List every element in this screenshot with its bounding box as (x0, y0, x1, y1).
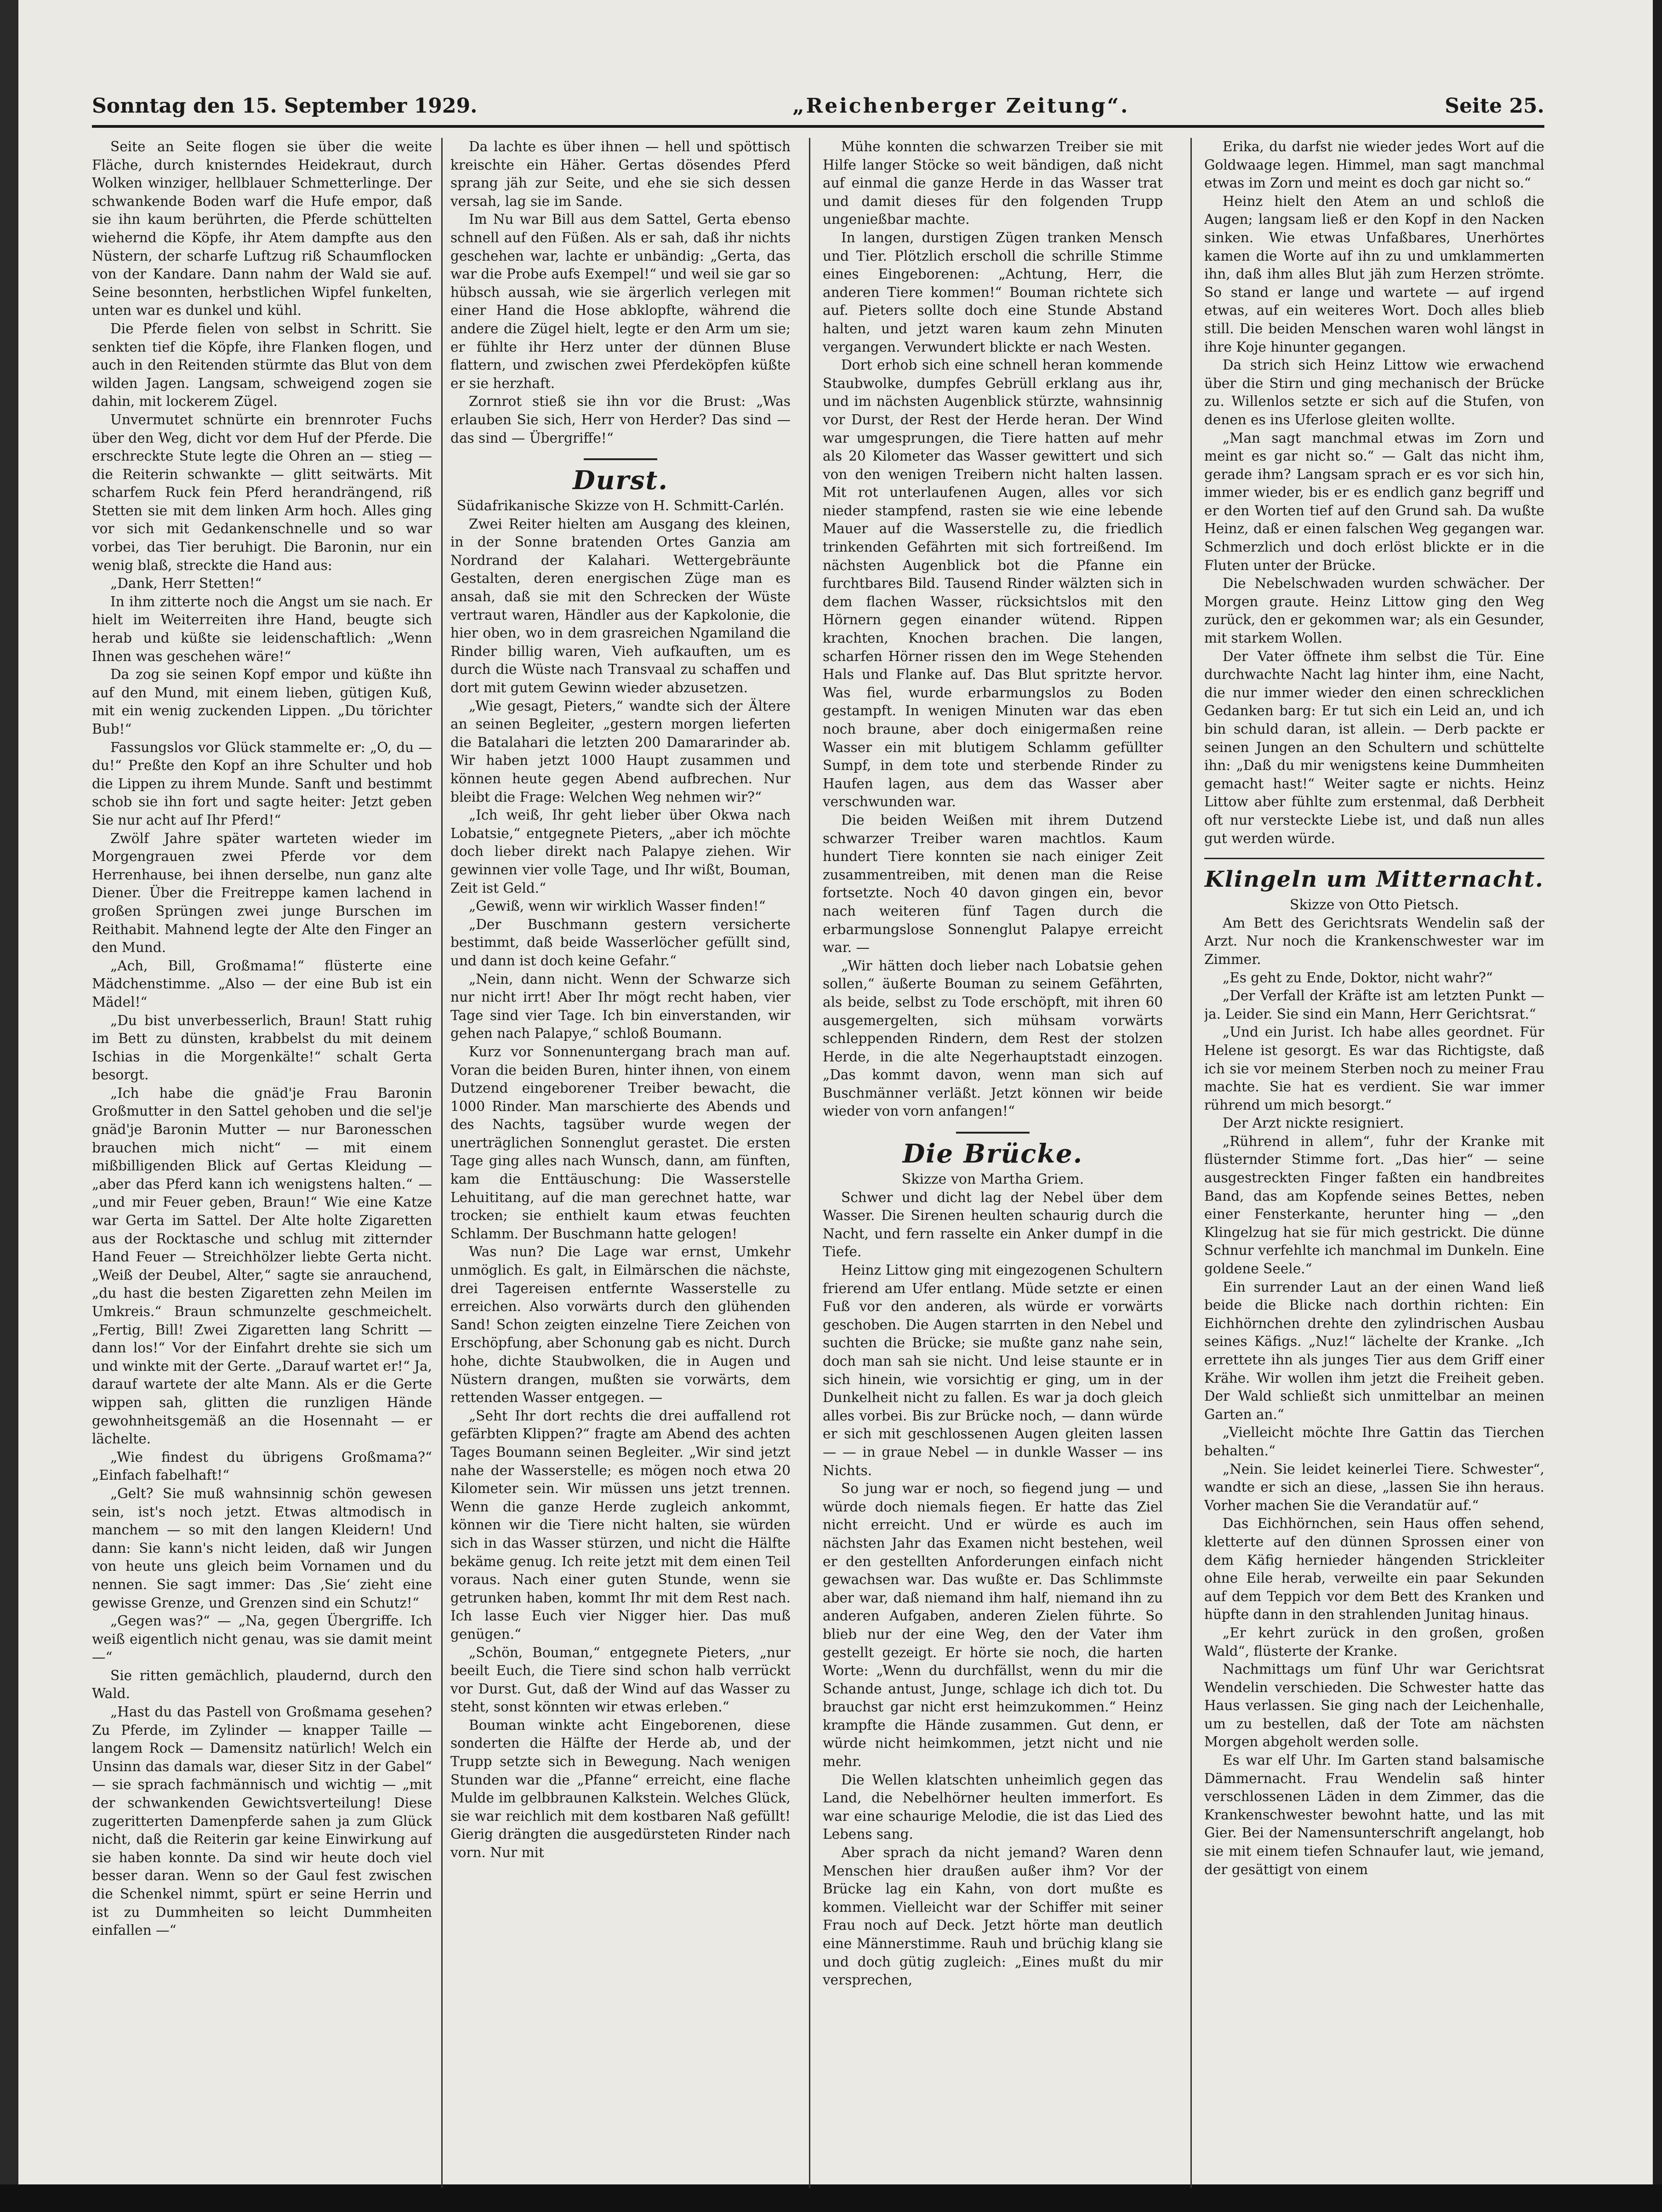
paragraph: Die Wellen klatschten unheimlich gegen das Land, die Nebelhörner heulten immerfort. Es war eine schaurige Melodie, die ist das Lied des Lebens sang. (823, 1772, 1163, 1842)
header-newspaper-title: „Reichenberger Zeitung“. (792, 94, 1130, 118)
paragraph: „Dank, Herr Stetten!“ (110, 576, 262, 592)
paragraph: Da zog sie seinen Kopf empor und küßte ihn auf den Mund, mit einem lieben, gütigen Kuß, mit ein wenig zuckenden Lippen. „Du törichter Bub!“ (92, 667, 432, 737)
paragraph: Was nun? Die Lage war ernst, Umkehr unmöglich. Es galt, in Eilmärschen die nächste, drei Tagereisen entfernte Wasserstelle zu erreichen. Also vorwärts durch den glühenden Sand! Schon zeigten einzelne Tiere Zeichen von Erschöpfung, aber Schonung gab es nicht. Durch hohe, dichte Staubwolken, die in Augen und Nüstern drangen, mußten sie vorwärts, dem rettenden Wasser entgegen. — (450, 1244, 791, 1406)
paragraph: „Der Verfall der Kräfte ist am letzten Punkt — ja. Leider. Sie sind ein Mann, Herr Gerichtsrat.“ (1204, 988, 1544, 1022)
paragraph: In langen, durstigen Zügen tranken Mensch und Tier. Plötzlich erscholl die schrille Stimme eines Eingeborenen: „Achtung, Herr, die anderen Tiere kommen!“ Bouman richtete sich auf. Pieters sollte doch eine Stunde Abstand halten, und jetzt waren kaum zehn Minuten vergangen. Verwundert blickte er nach Westen. (823, 229, 1163, 355)
paragraph: Die Pferde fielen von selbst in Schritt. Sie senkten tief die Köpfe, ihre Flanken flogen, und auch in den Reitenden stürmte das Blut von dem wilden Jagen. Langsam, schweigend zogen sie dahin, mit lockerem Zügel. (92, 320, 432, 410)
paragraph: Der Vater öffnete ihm selbst die Tür. Eine durchwachte Nacht lag hinter ihm, eine Nacht, die nur immer wieder den einen schrecklichen Gedanken barg: Er tut sich ein Leid an, und ich bin schuld daran, ist allein. — Derb packte er seinen Jungen an den Schultern und schüttelte ihn: „Daß du mir wenigstens keine Dummheiten gemacht hast!“ Weiter sagte er nichts. Heinz Littow aber fühlte zum erstenmal, daß Derbheit oft nur versteckte Liebe ist, und daß nun alles gut werden würde. (1204, 648, 1544, 846)
page-header (92, 92, 1544, 120)
paragraph: „Hast du das Pastell von Großmama gesehen? Zu Pferde, im Zylinder — knapper Taille — langem Rock — Damensitz natürlich! Welch ein Unsinn das damals war, dieser Sitz in der Gabel“ — sie sprach fachmännisch und wichtig — „mit der schwankenden Gewichtsverteilung! Diese zugeritterten Damenpferde sahen ja zum Glück nicht, daß die Reiterin gar keine Einwirkung auf sie haben konnte. Da sind wir heute doch viel besser daran. Wenn so der Gaul fest zwischen die Schenkel nimmt, spürt er seine Herrin und ist zu Dummheiten so leicht Dummheiten einfallen —“ (92, 1704, 432, 1938)
scan-edge-left (0, 0, 18, 2212)
paragraph: „Rührend in allem“, fuhr der Kranke mit flüsternder Stimme fort. „Das hier“ — seine ausgestreckten Finger faßten ein handbreites Band, das am Kopfende seines Bettes, neben einer Fensterkante, herunter hing — „den Klingelzug hat sie für mich gestrickt. Die dünne Schnur verfehlte ich manchmal im Dunkeln. Eine goldene Seele.“ (1204, 1133, 1544, 1277)
paragraph: Aber sprach da nicht jemand? Waren denn Menschen hier draußen außer ihm? Vor der Brücke lag ein Kahn, von dort mußte es kommen. Vielleicht war der Schiffer mit seiner Frau noch auf Deck. Jetzt hörte man deutlich eine Männerstimme. Rauh und brüchig klang sie und doch gütig zugleich: „Eines mußt du mir versprechen, (823, 1845, 1163, 1988)
paragraph: So jung war er noch, so fiegend jung — und würde doch niemals fiegen. Er hatte das Ziel nicht erreicht. Und er würde es auch im nächsten Jahr das Examen nicht bestehen, weil er den gestellten Anforderungen einfach nicht gewachsen war. Das wußte er. Das Schlimmste aber war, daß niemand ihm half, niemand ihn zu anderen Aufgaben, anderen Zielen führte. So blieb nur der eine Weg, den der Vater ihm gestellt gezeigt. Er hörte sie noch, die harten Worte: „Wenn du durchfällst, wenn du mir die Schande antust, Junge, schlage ich dich tot. Du brauchst gar nicht erst heimzukommen.“ Heinz krampfte die Hände zusammen. Gut denn, er würde nicht heimkommen, jetzt nicht und nie mehr. (823, 1481, 1163, 1770)
paragraph: Nachmittags um fünf Uhr war Gerichtsrat Wendelin verschieden. Die Schwester hatte das Haus verlassen. Sie ging nach der Leichenhalle, um zu bestellen, daß der Tote am nächsten Morgen abgeholt werden solle. (1204, 1661, 1544, 1750)
paragraph: „Man sagt manchmal etwas im Zorn und meint es gar nicht so.“ — Galt das nicht ihm, gerade ihm? Langsam sprach er es vor sich hin, immer wieder, bis er es endlich ganz begriff und er den Worten tief auf den Grund sah. Da wußte Heinz, daß er einen falschen Weg gegangen war. Schmerzlich und doch erlöst blickte er in die Fluten unter der Brücke. (1204, 430, 1544, 573)
paragraph: Unvermutet schnürte ein brennroter Fuchs über den Weg, dicht vor dem Huf der Pferde. Die erschreckte Stute legte die Ohren an — stieg — die Reiterin schwankte — glitt seitwärts. Mit scharfem Ruck fein Pferd herandrängend, riß Stetten sie mit dem linken Arm hoch. Alles ging vor sich mit Gedankenschnelle und so war vorbei, das Tier beruhigt. Die Baronin, nur ein wenig blaß, streckte die Hand aus: (92, 411, 432, 573)
story-byline: Skizze von Otto Pietsch. (1289, 897, 1459, 913)
paragraph: Zwölf Jahre später warteten wieder im Morgengrauen zwei Pferde vor dem Herrenhause, bei ihnen derselbe, nun ganz alte Diener. Über die Freitreppe kamen lachend in großen Sprüngen zwei junge Burschen im Reithabit. Mahnend legte der Alte den Finger an den Mund. (92, 830, 432, 956)
paragraph: Erika, du darfst nie wieder jedes Wort auf die Goldwaage legen. Himmel, man sagt manchmal etwas im Zorn und meint es doch gar nicht so.“ (1204, 139, 1544, 191)
paragraph: Bouman winkte acht Eingeborenen, diese sonderten die Hälfte der Herde ab, und der Trupp setzte sich in Bewegung. Nach wenigen Stunden war die „Pfanne“ erreicht, eine flache Mulde im gelbbraunen Kalkstein. Welches Glück, sie war reichlich mit dem kostbaren Naß gefüllt! Gierig drängten die ausgedürsteten Rinder nach vorn. Nur mit (450, 1717, 791, 1861)
column-3 (823, 138, 1163, 2188)
column-divider (441, 138, 443, 2188)
column-divider (1190, 138, 1192, 2188)
paragraph: Zwei Reiter hielten am Ausgang des kleinen, in der Sonne bratenden Ortes Ganzia am Nordrand der Kalahari. Wettergebräunte Gestalten, deren energischen Züge man es ansah, daß sie mit den Schrecken der Wüste vertraut waren, Händler aus der Kapkolonie, die hier oben, wo in dem grasreichen Ngamiland die Rinder billig waren, Vieh aufkauften, um es durch die Wüste nach Transvaal zu schaffen und dort mit gutem Gewinn wieder abzusetzen. (450, 516, 791, 696)
paragraph: Dort erhob sich eine schnell heran kommende Staubwolke, dumpfes Gebrüll erklang aus ihr, und im nächsten Augenblick stürzte, wahnsinnig vor Durst, der Rest der Herde heran. Der Wind war umgesprungen, die Tiere hatten auf mehr als 20 Kilometer das Wasser gewittert und sich von den wenigen Treibern nicht halten lassen. Mit rot unterlaufenen Augen, alles vor sich nieder stampfend, rasten sie wie eine lebende Mauer auf die Wasserstelle zu, die friedlich trinkenden Gefährten mit sich fortreißend. Im nächsten Augenblick bot die Pfanne ein furchtbares Bild. Tausend Rinder wälzten sich in dem flachen Wasser, rücksichtslos mit den Hörnern gegen einander wütend. Rippen krachten, Knochen brachen. Die langen, scharfen Hörner rissen den im Wege Stehenden Hals und Flanke auf. Das Blut spritzte hervor. Was fiel, wurde erbarmungslos zu Boden gestampft. In wenigen Minuten war das eben noch braune, aber doch einigermaßen reine Wasser ein mit blutigem Schlamm gefüllter Sumpf, in dem tote und sterbende Rinder zu Haufen lagen, aus dem das Wasser aber verschwunden war. (823, 357, 1163, 810)
paragraph: Schwer und dicht lag der Nebel über dem Wasser. Die Sirenen heulten schaurig durch die Nacht, und fern rasselte ein Anker dumpf in die Tiefe. (823, 1189, 1163, 1260)
paragraph: „Ich weiß, Ihr geht lieber über Okwa nach Lobatsie,“ entgegnete Pieters, „aber ich möchte doch lieber direkt nach Palapye ziehen. Wir gewinnen vier volle Tage, und Ihr wißt, Bouman, Zeit ist Geld.“ (450, 807, 791, 896)
column-1 (92, 138, 432, 2188)
column-4 (1204, 138, 1544, 2188)
paragraph: In ihm zitterte noch die Angst um sie nach. Er hielt im Weiterreiten ihre Hand, beugte sich herab und küßte sie leidenschaftlich: „Wenn Ihnen was geschehen wäre!“ (92, 593, 432, 664)
paragraph: Die beiden Weißen mit ihrem Dutzend schwarzer Treiber waren machtlos. Kaum hundert Tiere konnten sie nach einiger Zeit zusammentreiben, mit denen man die Reise fortsetzte. Noch 40 davon gingen ein, bevor nach weiteren fünf Tagen durch die erbarmungslose Sonnenglut Palapye erreicht war. — (823, 812, 1163, 956)
paragraph: Am Bett des Gerichtsrats Wendelin saß der Arzt. Nur noch die Krankenschwester war im Zimmer. (1204, 915, 1544, 967)
paragraph: Im Nu war Bill aus dem Sattel, Gerta ebenso schnell auf den Füßen. Als er sah, daß ihr nichts geschehen war, lachte er unbändig: „Gerta, das war die Probe aufs Exempel!“ und weil sie gar so hübsch aussah, wie sie ärgerlich verlegen mit einer Hand die Hose abklopfte, während die andere die Zügel hielt, legte er den Arm um sie; er fühlte ihr Herz unter der dünnen Bluse flattern, und zwischen zwei Pferdeköpfen küßte er sie herzhaft. (450, 211, 791, 391)
paragraph: Mühe konnten die schwarzen Treiber sie mit Hilfe langer Stöcke so weit bändigen, daß nicht auf einmal die ganze Herde in das Wasser trat und damit dieses für den folgenden Trupp ungenießbar machte. (823, 139, 1163, 228)
paragraph: „Nein. Sie leidet keinerlei Tiere. Schwester“, wandte er sich an diese, „lassen Sie ihn heraus. Vorher machen Sie die Verandatür auf.“ (1204, 1461, 1544, 1513)
story-title: Durst. (573, 465, 668, 496)
paragraph: Es war elf Uhr. Im Garten stand balsamische Dämmernacht. Frau Wendelin saß hinter verschlossenen Läden in dem Zimmer, das die Krankenschwester bewohnt hatte, und las mit Gier. Bei der Namensunterschrift angelangt, hob sie mit einem tiefen Schnaufer laut, wie jemand, der gesättigt von einem (1204, 1752, 1544, 1877)
paragraph: „Der Buschmann gestern versicherte bestimmt, daß beide Wasserlöcher gefüllt sind, und dann ist doch keine Gefahr.“ (450, 916, 791, 969)
paragraph: Der Arzt nickte resigniert. (1223, 1115, 1404, 1131)
paragraph: „Ich habe die gnäd'je Frau Baronin Großmutter in den Sattel gehoben und die sel'je gnäd'je Baronin Mutter — nur Baronesschen brauchen mich nicht“ — mit einem mißbilligenden Blick auf Gertas Kleidung — „aber das Pferd kann ich wenigstens halten.“ — „und mir Feuer geben, Braun!“ Wie eine Katze war Gerta im Sattel. Der Alte holte Zigaretten aus der Rocktasche und schlug mit zitternder Hand Feuer — Streichhölzer liebte Gerta nicht. „Weiß der Deubel, Alter,“ sagte sie anrauchend, „du hast die besten Zigaretten zehn Meilen im Umkreis.“ Braun schmunzelte geschmeichelt. „Fertig, Bill! Zwei Zigaretten lang Schritt — dann los!“ Vor der Einfahrt drehte sie sich um und winkte mit der Gerte. „Darauf wartet er!“ Ja, darauf wartete der alte Mann. Als er die Gerte wippen sah, glitten die runzligen Hände gewohnheitsgemäß an die Hosennaht — er lächelte. (92, 1085, 432, 1447)
paragraph: „Es geht zu Ende, Doktor, nicht wahr?“ (1223, 969, 1493, 986)
paragraph: Zornrot stieß sie ihn vor die Brust: „Was erlauben Sie sich, Herr von Herder? Das sind — das sind — Übergriffe!“ (450, 393, 791, 446)
paragraph: „Gegen was?“ — „Na, gegen Übergriffe. Ich weiß eigentlich nicht genau, was sie damit meint —“ (92, 1613, 432, 1665)
paragraph: Da strich sich Heinz Littow wie erwachend über die Stirn und ging mechanisch der Brücke zu. Willenlos setzte er sich auf die Stufen, von denen es ins Uferlose gleiten wollte. (1204, 357, 1544, 428)
story-byline: Südafrikanische Skizze von H. Schmitt-Carlén. (456, 498, 785, 514)
paragraph: Fassungslos vor Glück stammelte er: „O, du — du!“ Preßte den Kopf an ihre Schulter und hob die Lippen zu ihrem Munde. Sanft und bestimmt schob sie ihn fort und sagte heiter: Jetzt geben Sie nur acht auf Ihr Pferd!“ (92, 739, 432, 828)
story-title: Die Brücke. (902, 1139, 1083, 1169)
paragraph: Ein surrender Laut an der einen Wand ließ beide die Blicke nach dorthin richten: Ein Eichhörnchen drehte den zylindrischen Ausbau seines Käfigs. „Nuz!“ lächelte der Kranke. „Ich errettete ihn als junges Tier aus dem Griff einer Krähe. Wir wollen ihm jetzt die Freiheit geben. Der Wald schließt sich unmittelbar an meinen Garten an.“ (1204, 1279, 1544, 1422)
header-page-number: Seite 25. (1445, 94, 1544, 118)
paragraph: Sie ritten gemächlich, plaudernd, durch den Wald. (92, 1667, 432, 1702)
section-separator (956, 1132, 1030, 1134)
section-separator (1204, 858, 1544, 859)
paragraph: „Gewiß, wenn wir wirklich Wasser finden!“ (469, 898, 766, 914)
paragraph: „Schön, Bouman,“ entgegnete Pieters, „nur beeilt Euch, die Tiere sind schon halb verrückt vor Durst. Gut, daß der Wind auf das Wasser zu steht, sonst könnten wir etwas erleben.“ (450, 1644, 791, 1715)
paragraph: „Ach, Bill, Großmama!“ flüsterte eine Mädchenstimme. „Also — der eine Bub ist ein Mädel!“ (92, 958, 432, 1010)
paragraph: Die Nebelschwaden wurden schwächer. Der Morgen graute. Heinz Littow ging den Weg zurück, den er gekommen war; als ein Gesunder, mit starkem Wollen. (1204, 576, 1544, 646)
paragraph: „Vielleicht möchte Ihre Gattin das Tierchen behalten.“ (1204, 1425, 1544, 1459)
story-byline: Skizze von Martha Griem. (901, 1171, 1084, 1188)
paragraph: Heinz Littow ging mit eingezogenen Schultern frierend am Ufer entlang. Müde setzte er einen Fuß vor den anderen, als würde er vorwärts geschoben. Die Augen starrten in den Nebel und suchten die Brücke; sie mußte ganz nahe sein, doch man sah sie nicht. Und leise staunte er in sich hinein, wie vorsichtig er ging, um in der Dunkelheit nicht zu fallen. Es war ja doch gleich alles vorbei. Bis zur Brücke noch, — dann würde er sich mit geschlossenen Augen gleiten lassen — — in graue Nebel — in dunkle Wasser — ins Nichts. (823, 1262, 1163, 1478)
paragraph: „Du bist unverbesserlich, Braun! Statt ruhig im Bett zu dünsten, krabbelst du mit deinem Ischias in die Morgenkälte!“ schalt Gerta besorgt. (92, 1012, 432, 1083)
paragraph: Seite an Seite flogen sie über die weite Fläche, durch knisterndes Heidekraut, durch Wolken winziger, hellblauer Schmetterlinge. Der schwankende Boden warf die Hufe empor, daß sie ihn kaum berührten, die Pferde schüttelten wiehernd die Köpfe, ihr Atem dampfte aus den Nüstern, der scharfe Luftzug riß Schaumflocken von der Kandare. Dann nahm der Wald sie auf. Seine besonnten, herbstlichen Wipfel funkelten, unten war es dunkel und kühl. (92, 139, 432, 319)
paragraph: Das Eichhörnchen, sein Haus offen sehend, kletterte auf den dünnen Sprossen einer von dem Käfig hernieder hängenden Strickleiter ohne Eile herab, verweilte ein paar Sekunden auf dem Teppich vor dem Bett des Kranken und hüpfte dann in den strahlenden Junitag hinaus. (1204, 1516, 1544, 1623)
column-2 (450, 138, 791, 2188)
paragraph: „Gelt? Sie muß wahnsinnig schön gewesen sein, ist's noch jetzt. Etwas altmodisch in manchem — so mit den langen Kleidern! Und dann: Sie kann's nicht leiden, daß wir Jungen von heute uns gleich beim Vornamen und du nennen. Sie sagt immer: Das ‚Sie‘ zieht eine gewisse Grenze, und Grenzen sind ein Schutz!“ (92, 1485, 432, 1611)
paragraph: Kurz vor Sonnenuntergang brach man auf. Voran die beiden Buren, hinter ihnen, von einem Dutzend eingeborener Treiber bewacht, die 1000 Rinder. Man marschierte des Abends und des Nachts, tagsüber wurde wegen der unerträglichen Sonnenglut gerastet. Die ersten Tage ging alles nach Wunsch, dann, am fünften, kam die Enttäuschung: Die Wasserstelle Lehuititang, auf die man gerechnet hatte, war trocken; sie enthielt kaum etwas feuchten Schlamm. Der Buschmann hatte gelogen! (450, 1043, 791, 1242)
paragraph: „Seht Ihr dort rechts die drei auffallend rot gefärbten Klippen?“ fragte am Abend des achten Tages Boumann seinen Begleiter. „Wir sind jetzt nahe der Wasserstelle; es mögen noch etwa 20 Kilometer sein. Wir müssen uns jetzt trennen. Wenn die ganze Herde zugleich ankommt, können wir die Tiere nicht halten, sie würden sich in das Wasser stürzen, und nicht die Hälfte bekäme genug. Ich reite jetzt mit dem einen Teil voraus. Nach einer guten Stunde, wenn sie getrunken haben, kommt Ihr mit dem Rest nach. Ich lasse Euch vier Nigger hier. Das muß genügen.“ (450, 1408, 791, 1642)
paragraph: Da lachte es über ihnen — hell und spöttisch kreischte ein Häher. Gertas dösendes Pferd sprang jäh zur Seite, und ehe sie sich dessen versah, lag sie im Sande. (450, 139, 791, 209)
paragraph: „Er kehrt zurück in den großen, großen Wald“, flüsterte der Kranke. (1204, 1625, 1544, 1659)
story-title: Klingeln um Mitternacht. (1205, 867, 1544, 893)
paragraph: „Nein, dann nicht. Wenn der Schwarze sich nur nicht irrt! Aber Ihr mögt recht haben, vier Tage sind vier Tage. Ich bin einverstanden, wir gehen nach Palapye,“ schloß Boumann. (450, 971, 791, 1042)
paragraph: „Wir hätten doch lieber nach Lobatsie gehen sollen,“ äußerte Bouman zu seinem Gefährten, als beide, selbst zu Tode erschöpft, mit ihren 60 ausgemergelten, sich mühsam vorwärts schleppenden Rindern, dem Rest der stolzen Herde, in die alte Negerhauptstadt einzogen. „Das kommt davon, wenn man sich auf Buschmänner verläßt. Jetzt können wir beide wieder von vorn anfangen!“ (823, 958, 1163, 1119)
header-date: Sonntag den 15. September 1929. (92, 94, 478, 118)
paragraph: „Wie findest du übrigens Großmama?“ „Einfach fabelhaft!“ (92, 1449, 432, 1483)
paragraph: „Und ein Jurist. Ich habe alles geordnet. Für Helene ist gesorgt. Es war das Richtigste, daß ich sie vor meinem Sterben noch zu meiner Frau machte. Sie hat es verdient. Sie war immer rührend um mich besorgt.“ (1204, 1024, 1544, 1113)
header-rule (92, 125, 1544, 128)
paragraph: „Wie gesagt, Pieters,“ wandte sich der Ältere an seinen Begleiter, „gestern morgen lieferten die Batalahari die letzten 200 Damararinder ab. Wir haben jetzt 1000 Haupt zusammen und können heute gegen Abend aufbrechen. Nur bleibt die Frage: Welchen Weg nehmen wir?“ (450, 698, 791, 805)
paragraph: Heinz hielt den Atem an und schloß die Augen; langsam ließ er den Kopf in den Nacken sinken. Wie etwas Unfaßbares, Unerhörtes kamen die Worte auf ihn zu und umklammerten ihn, daß ihm alles Blut jäh zum Herzen strömte. So stand er lange und wartete — auf irgend etwas, auf ein weiteres Wort. Doch alles blieb still. Die beiden Menschen waren wohl längst in ihre Koje hinunter gegangen. (1204, 193, 1544, 355)
section-separator (584, 458, 657, 460)
scan-edge-right (1653, 0, 1662, 2212)
column-divider (809, 138, 810, 2188)
scan-edge-bottom (0, 2184, 1662, 2212)
